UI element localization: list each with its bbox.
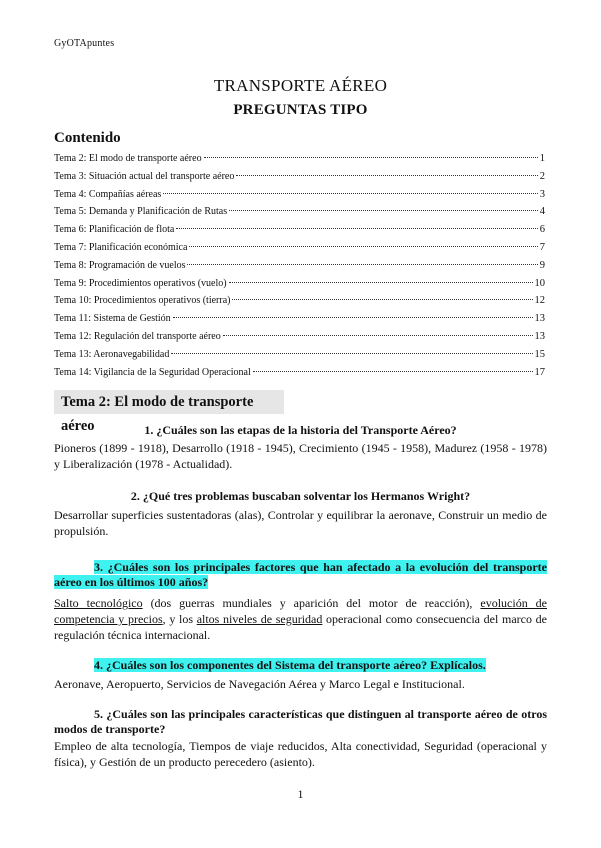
toc-entry[interactable] — [54, 203, 545, 221]
toc-leader-dots — [189, 246, 537, 247]
toc-leader-dots — [173, 317, 533, 318]
answer-3-text-2: , y los — [162, 612, 197, 626]
toc-entry-label: Tema 6: Planificación de flota — [54, 224, 175, 236]
answer-3-text-3: operacional como consecuencia del marco de regulación técnica internacional. — [54, 612, 547, 642]
toc-entry-label: Tema 9: Procedimientos operativos (vuelo) — [54, 277, 227, 289]
toc-entry-page: 17 — [534, 366, 545, 378]
answer-3-underline-2: evolución de competencia y precios — [54, 596, 547, 626]
answer-2: Desarrollar superficies sustentadoras (alas), Controlar y equilibrar la aeronave, Construir un medio de propulsión. — [54, 508, 547, 538]
question-3 — [54, 560, 547, 590]
toc-entry[interactable] — [54, 257, 545, 275]
toc-entry-label: Tema 3: Situación actual del transporte aéreo — [54, 170, 235, 182]
header-brand: GyOTApuntes — [54, 38, 115, 49]
answer-3-text-1: (dos guerras mundiales y aparición del motor de reacción), — [142, 596, 481, 610]
table-of-contents — [54, 150, 545, 381]
answer-1: Pioneros (1899 - 1918), Desarrollo (1918 - 1945), Crecimiento (1945 - 1958), Madurez (1958 - 1978) y Liberalización (1978 - Actualidad). — [54, 441, 547, 471]
toc-entry[interactable] — [54, 221, 545, 239]
answer-3-underline-3: altos niveles de seguridad — [196, 612, 323, 626]
toc-entry-label: Tema 7: Planificación económica — [54, 241, 188, 253]
toc-leader-dots — [223, 335, 533, 336]
toc-entry-page: 13 — [534, 330, 545, 342]
toc-entry-page: 7 — [539, 241, 545, 253]
toc-entry-label: Tema 10: Procedimientos operativos (tierra) — [54, 295, 231, 307]
document-subtitle: PREGUNTAS TIPO — [233, 102, 368, 118]
toc-entry-page: 6 — [539, 224, 545, 236]
toc-entry[interactable] — [54, 168, 545, 186]
question-2: 2. ¿Qué tres problemas buscaban solventar los Hermanos Wright? — [130, 489, 471, 503]
question-4-highlight: 4. ¿Cuáles son los componentes del Sistema del transporte aéreo? Explícalos. — [94, 658, 486, 672]
toc-leader-dots — [176, 228, 537, 229]
toc-leader-dots — [171, 353, 532, 354]
toc-entry-page: 4 — [539, 206, 545, 218]
toc-entry[interactable] — [54, 364, 545, 382]
toc-leader-dots — [204, 157, 538, 158]
toc-leader-dots — [187, 264, 537, 265]
toc-entry[interactable] — [54, 239, 545, 257]
toc-entry-label: Tema 2: El modo de transporte aéreo — [54, 153, 202, 164]
toc-entry-page: 2 — [539, 170, 545, 182]
toc-entry-label: Tema 8: Programación de vuelos — [54, 259, 186, 271]
toc-entry-label: Tema 5: Demanda y Planificación de Rutas — [54, 206, 228, 218]
answer-4: Aeronave, Aeropuerto, Servicios de Navegación Aérea y Marco Legal e Institucional. — [54, 677, 465, 691]
toc-entry-label: Tema 11: Sistema de Gestión — [54, 313, 171, 325]
toc-leader-dots — [229, 282, 533, 283]
toc-heading: Contenido — [54, 130, 121, 146]
toc-entry-label: Tema 14: Vigilancia de la Seguridad Operacional — [54, 366, 251, 378]
toc-entry[interactable] — [54, 328, 545, 346]
toc-entry-page: 1 — [539, 153, 545, 164]
toc-entry[interactable] — [54, 346, 545, 364]
document-title: TRANSPORTE AÉREO — [213, 76, 388, 95]
toc-entry-label: Tema 12: Regulación del transporte aéreo — [54, 330, 221, 342]
toc-leader-dots — [163, 193, 537, 194]
answer-3 — [54, 595, 547, 643]
toc-entry-page: 12 — [534, 295, 545, 307]
toc-entry-page: 3 — [539, 188, 545, 200]
toc-entry[interactable] — [54, 186, 545, 204]
toc-entry-label: Tema 13: Aeronavegabilidad — [54, 348, 170, 360]
toc-entry-page: 10 — [534, 277, 545, 289]
toc-leader-dots — [232, 299, 532, 300]
toc-entry-page: 15 — [534, 348, 545, 360]
toc-leader-dots — [229, 210, 538, 211]
section-heading: Tema 2: El modo de transporte aéreo — [54, 390, 284, 414]
page-number: 1 — [297, 787, 304, 801]
toc-entry-page: 13 — [534, 313, 545, 325]
toc-leader-dots — [253, 371, 533, 372]
toc-entry[interactable] — [54, 275, 545, 293]
answer-5: Empleo de alta tecnología, Tiempos de viaje reducidos, Alta conectividad, Seguridad (operacional y física), y Gestión de un producto perecedero (asiento). — [54, 739, 547, 769]
toc-entry[interactable] — [54, 292, 545, 310]
toc-entry[interactable] — [54, 310, 545, 328]
question-4 — [94, 658, 486, 673]
question-3-highlight: 3. ¿Cuáles son los principales factores que han afectado a la evolución del transporte aéreo en los últimos 100 años? — [54, 560, 547, 589]
question-5: 5. ¿Cuáles son las principales características que distinguen al transporte aéreo de otros modos de transporte? — [54, 707, 547, 736]
toc-entry-page: 9 — [539, 259, 545, 271]
title-block — [0, 76, 601, 119]
answer-3-underline-1: Salto tecnológico — [54, 596, 143, 610]
toc-leader-dots — [236, 175, 537, 176]
toc-entry-label: Tema 4: Compañías aéreas — [54, 188, 162, 200]
question-1: 1. ¿Cuáles son las etapas de la historia del Transporte Aéreo? — [144, 423, 457, 437]
toc-entry[interactable] — [54, 150, 545, 168]
